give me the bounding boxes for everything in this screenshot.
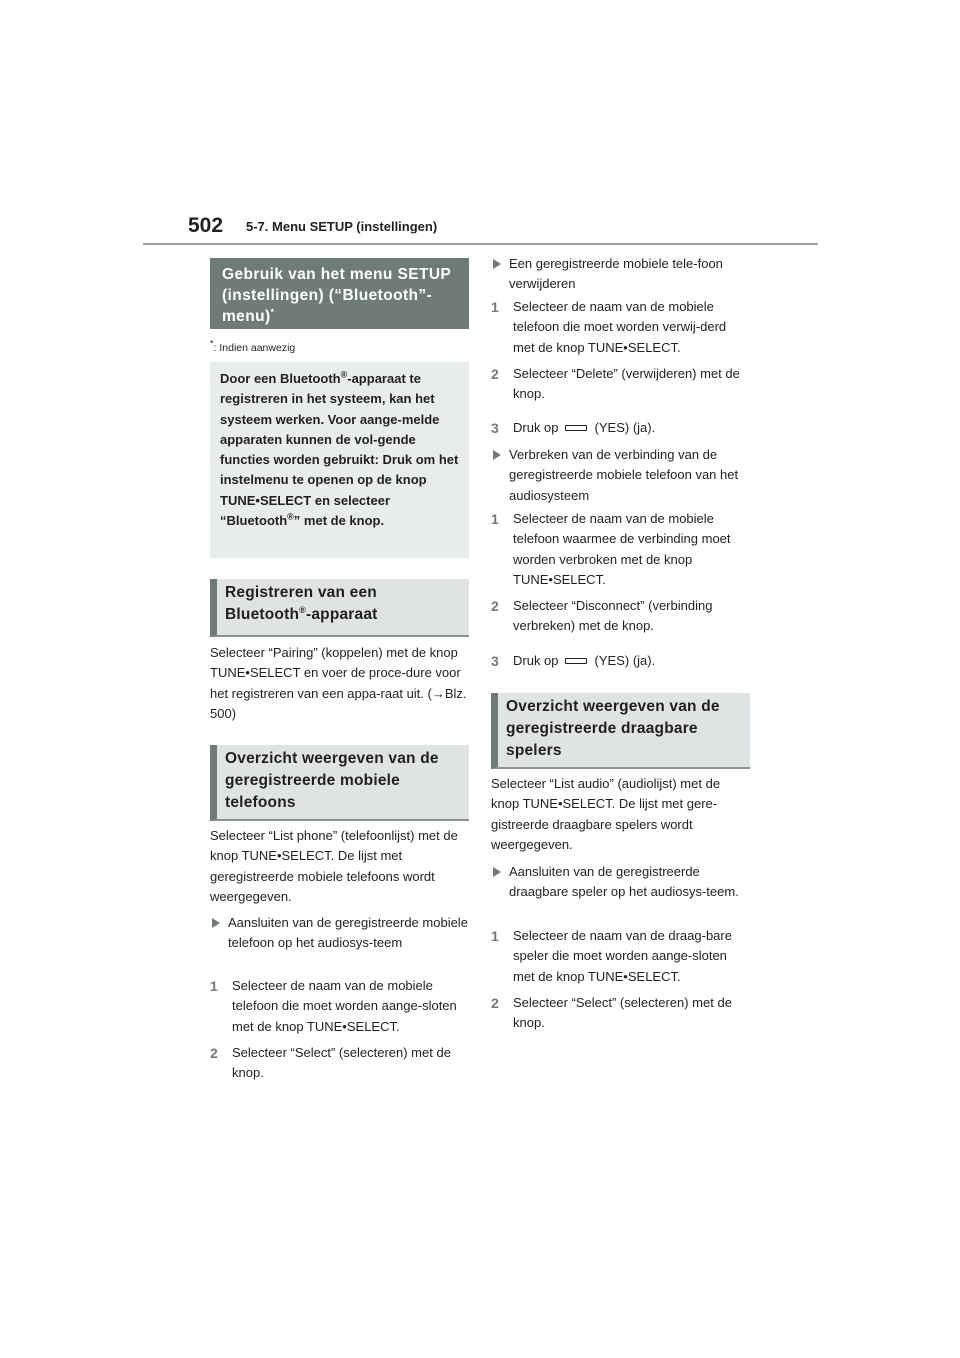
step-text: Selecteer “Delete” (verwijderen) met de knop. [513, 366, 740, 402]
step-text-pre: Druk op [513, 653, 559, 668]
triangle-right-icon [493, 450, 501, 460]
intro-notebox [210, 362, 469, 558]
players-paragraph: Selecteer “List audio” (audiolijst) met de knop TUNE•SELECT. De lijst met gere-gistreerde draagbare spelers wordt weergegeven. [491, 776, 721, 852]
step-text-post: (YES) (ja). [594, 653, 656, 668]
note-reg-mark-2: ® [287, 511, 294, 522]
player-bullet-text: Aansluiten van de geregistreerde draagbare speler op het audiosys-teem. [509, 864, 739, 900]
note-reg-mark: ® [340, 369, 348, 380]
step-text: Selecteer “Select” (selecteren) met de knop. [232, 1045, 451, 1081]
heading-players-text: Overzicht weergeven van de geregistreerde draagbare spelers [506, 698, 720, 759]
connect-step-2 [210, 1043, 469, 1084]
step-text: Selecteer de naam van de draag-bare speler die moet worden aange-sloten met de knop TUNE•SELECT. [513, 928, 732, 984]
delete-step-2 [491, 364, 750, 405]
step-number: 2 [210, 1045, 218, 1061]
disconnect-step-3 [491, 651, 750, 671]
step-number: 2 [491, 598, 499, 614]
step-number: 3 [491, 420, 499, 436]
step-text: Selecteer “Disconnect” (verbinding verbreken) met de knop. [513, 598, 713, 634]
step-number: 1 [491, 928, 499, 944]
rectangle-button-icon [565, 658, 587, 664]
footnote-mark: * [210, 338, 214, 349]
heading-register [210, 579, 469, 637]
step-number: 2 [491, 366, 499, 382]
main-heading [210, 258, 469, 329]
connect-bullet [210, 913, 469, 954]
page-number: 502 [188, 214, 224, 237]
step-text: Selecteer de naam van de mobiele telefoon die moet worden aange-sloten met de knop TUNE•SELECT. [232, 978, 457, 1034]
heading-phones [210, 745, 469, 821]
main-heading-text: Gebruik van het menu SETUP (instellingen) (“Bluetooth”-menu) [222, 266, 451, 325]
heading-register-text-2: -apparaat [305, 606, 378, 623]
player-step-2 [491, 993, 750, 1034]
heading-register-text-1: Registreren van een Bluetooth [225, 584, 377, 623]
disconnect-step-1 [491, 509, 750, 590]
connect-step-1 [210, 976, 469, 1037]
delete-step-1 [491, 297, 750, 358]
triangle-right-icon [493, 867, 501, 877]
step-number: 1 [210, 978, 218, 994]
step-number: 2 [491, 995, 499, 1011]
connect-bullet-text: Aansluiten van de geregistreerde mobiele telefoon op het audiosys-teem [228, 915, 468, 951]
step-number: 1 [491, 299, 499, 315]
triangle-right-icon [212, 918, 220, 928]
step-text-pre: Druk op [513, 420, 559, 435]
note-text-1: Door een Bluetooth [220, 371, 341, 386]
heading-register-reg-mark: ® [299, 604, 306, 615]
player-bullet [491, 862, 750, 903]
footnote-text: : Indien aanwezig [213, 342, 296, 354]
register-paragraph: Selecteer “Pairing” (koppelen) met de knop TUNE•SELECT en voer de proce-dure voor het registreren van een appa-raat uit. (→Blz. 500) [210, 645, 467, 721]
step-text: Selecteer de naam van de mobiele telefoon die moet worden verwij-derd met de knop TUNE•SELECT. [513, 299, 727, 355]
step-number: 1 [491, 511, 499, 527]
delete-step-3 [491, 418, 750, 438]
triangle-right-icon [493, 259, 501, 269]
heading-phones-text: Overzicht weergeven van de geregistreerde mobiele telefoons [225, 750, 439, 811]
disconnect-step-2 [491, 596, 750, 637]
note-text-2: -apparaat te registreren in het systeem, kan het systeem werken. Voor aange-melde apparaten kunnen de vol-gende functies worden gebruikt: Druk om het instelmenu te openen op de knop TUNE•SELECT en selecteer “Bluetooth [220, 371, 459, 529]
main-heading-footnote-mark: * [270, 306, 275, 317]
delete-bullet-text: Een geregistreerde mobiele tele-foon verwijderen [509, 256, 723, 292]
step-text: Selecteer de naam van de mobiele telefoon waarmee de verbinding moet worden verbroken met de knop TUNE•SELECT. [513, 511, 731, 587]
header-rule [143, 243, 818, 245]
disconnect-bullet [491, 445, 750, 506]
delete-bullet [491, 254, 750, 295]
step-number: 3 [491, 653, 499, 669]
footnote [210, 338, 296, 354]
step-text-post: (YES) (ja). [594, 420, 656, 435]
section-title: 5-7. Menu SETUP (instellingen) [246, 219, 438, 234]
rectangle-button-icon [565, 425, 587, 431]
heading-players [491, 693, 750, 769]
disconnect-bullet-text: Verbreken van de verbinding van de geregistreerde mobiele telefoon van het audiosysteem [509, 447, 739, 503]
phones-paragraph: Selecteer “List phone” (telefoonlijst) met de knop TUNE•SELECT. De lijst met geregistreerde mobiele telefoons wordt weergegeven. [210, 828, 458, 904]
player-step-1 [491, 926, 750, 987]
step-text: Selecteer “Select” (selecteren) met de knop. [513, 995, 732, 1031]
note-text-3: ” met de knop. [293, 513, 385, 529]
